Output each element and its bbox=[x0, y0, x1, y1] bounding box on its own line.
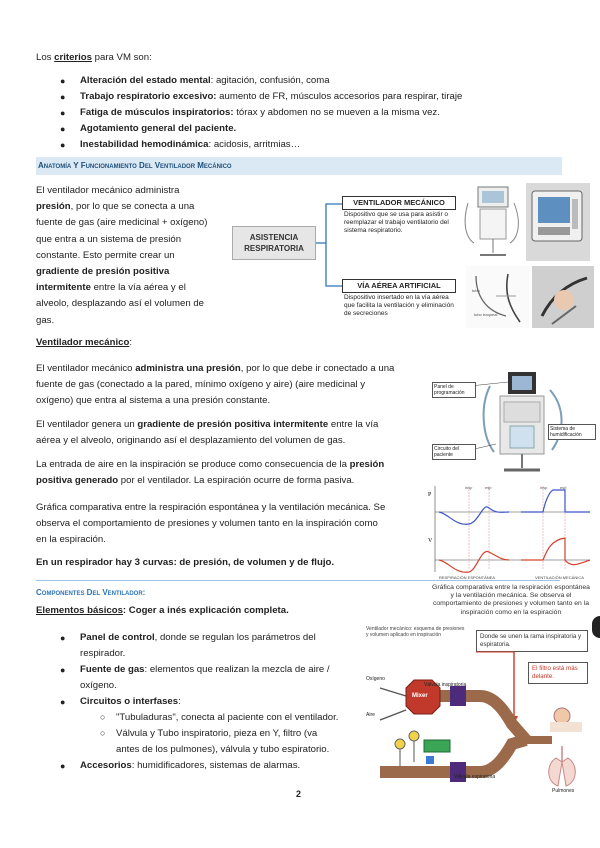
bullet-icon: ● bbox=[60, 108, 66, 118]
list-item: Accesorios: humidificadores, sistemas de alarmas. bbox=[80, 760, 301, 771]
graph-insp-label-2: insp bbox=[540, 485, 548, 490]
bullet-icon: ● bbox=[60, 697, 66, 707]
graph-insp-label: insp bbox=[465, 485, 473, 490]
page-number: 2 bbox=[296, 789, 302, 799]
svg-text:tubo: tubo bbox=[472, 288, 480, 293]
via-description: Dispositivo insertado en la vía aérea que facilita la ventilación y eliminación de secreciones bbox=[344, 294, 454, 317]
edge-tab-icon bbox=[592, 616, 600, 638]
pressure-volume-graph-svg bbox=[425, 482, 595, 582]
circuit-top-caption: Ventilador mecánico: esquema de presiones y volumen aplicado en inspiración bbox=[366, 626, 465, 638]
sub-list-item: Válvula y Tubo inspiratorio, pieza en Y, filtro (va antes de los pulmones), válvula y tubo espiratorio. bbox=[116, 728, 330, 755]
oxigeno-label: Oxígeno bbox=[366, 676, 385, 682]
bullet-icon: ● bbox=[60, 124, 66, 134]
graph-v-label: V bbox=[428, 538, 433, 544]
ventilador-description: Dispositivo que se usa para asistir o reemplazar el trabajo ventilatorio del sistema respiratorio. bbox=[344, 211, 449, 234]
ventilador-title-box: VENTILADOR MECÁNICO bbox=[342, 196, 456, 210]
criteria-intro: Los criterios para VM son: bbox=[36, 52, 152, 63]
list-item: Panel de control, donde se regulan los parámetros del respirador. bbox=[80, 632, 316, 659]
section1-paragraph: El ventilador mecánico administra presión, por lo que se conecta a una fuente de gas (aire medicinal + oxígeno) que entra a un sistema de presión constante. Esto permite crear un gradiente de presión positiva intermitente entre la vía aérea y el alveolo, desplazando así el volumen de gas. bbox=[36, 185, 208, 326]
valvula-inspiratoria-label: Válvula inspiratoria bbox=[424, 682, 467, 688]
list-item: Circuitos o interfases: bbox=[80, 696, 181, 707]
ventilador-curves-note: En un respirador hay 3 curvas: de presión, de volumen y de flujo. bbox=[36, 557, 335, 568]
intubation-photo bbox=[532, 266, 594, 328]
bullet-icon: ● bbox=[60, 76, 66, 86]
mixer-label: Mixer bbox=[412, 693, 428, 699]
note-filtro-box: El filtro está más delante. bbox=[528, 662, 588, 684]
elementos-basicos-heading: Elementos básicos: Coger a inés explicación completa. bbox=[36, 605, 289, 616]
bullet-icon: ● bbox=[60, 665, 66, 675]
circle-bullet-icon: ○ bbox=[100, 712, 106, 722]
ventilador-paragraph-4: Gráfica comparativa entre la respiración espontánea y la ventilación mecánica. Se observa el comportamiento de presiones y volumen tanto en la inspiración como en la espiración. bbox=[36, 502, 386, 546]
panel-label: Panel de programación bbox=[432, 382, 476, 398]
valvula-espiratoria-label: Válvula espiratoria bbox=[454, 774, 496, 780]
asistencia-box: ASISTENCIA RESPIRATORIA bbox=[232, 226, 316, 260]
circuit-label: Circuito del paciente bbox=[432, 444, 476, 460]
ventilador-paragraph-2: El ventilador genera un gradiente de presión positiva intermitente entre la vía aérea y el alveolo, originando así el desplazamiento del volumen de gas. bbox=[36, 419, 379, 447]
graph-p-label: P bbox=[428, 492, 432, 498]
svg-text:tubo traqueal: tubo traqueal bbox=[474, 312, 498, 317]
bullet-icon: ● bbox=[60, 761, 66, 771]
sub-list-item: "Tubuladuras", conecta al paciente con el ventilador. bbox=[116, 712, 339, 723]
graph-right-caption: VENTILACIÓN MECÁNICA bbox=[535, 575, 584, 580]
list-item: Alteración del estado mental: agitación, confusión, coma bbox=[80, 75, 330, 86]
list-item: Agotamiento general del paciente. bbox=[80, 123, 237, 134]
graph-esp-label: esp bbox=[485, 485, 492, 490]
pulmones-label: Pulmones bbox=[552, 788, 575, 794]
note-union-box: Donde se unen la rama inspiratoria y espiratoria. bbox=[476, 630, 588, 652]
bullet-icon: ● bbox=[60, 140, 66, 150]
aire-label: Aire bbox=[366, 712, 375, 718]
section-header-componentes: Componentes Del Ventilador: bbox=[36, 588, 146, 597]
bullet-icon: ● bbox=[60, 633, 66, 643]
list-item: Trabajo respiratorio excesivo: aumento de FR, músculos accesorios para respirar, tiraje bbox=[80, 91, 463, 102]
graph-esp-label-2: esp bbox=[560, 485, 567, 490]
via-title-box: VÍA AÉREA ARTIFICIAL bbox=[342, 279, 456, 293]
bullet-icon: ● bbox=[60, 92, 66, 102]
list-item: Fuente de gas: elementos que realizan la mezcla de aire / oxígeno. bbox=[80, 664, 330, 691]
ventilator-monitor-photo bbox=[526, 183, 590, 261]
ventilator-illustration bbox=[460, 183, 526, 261]
list-item: Fatiga de músculos inspiratorios: tórax y abdomen no se mueven a la misma vez. bbox=[80, 107, 440, 118]
humidifier-label: Sistema de humidificación bbox=[548, 424, 596, 440]
section-rule bbox=[36, 580, 560, 581]
ventilador-paragraph-3: La entrada de aire en la inspiración se produce como consecuencia de la presión positiva generado por el ventilador. La espiración ocurre de forma pasiva. bbox=[36, 459, 385, 487]
connector-lines bbox=[316, 200, 342, 292]
graph-caption: Gráfica comparativa entre la respiración espontánea y la ventilación mecánica. Se observa el comportamiento de presiones y volumen tanto en la inspiración como en la espiración bbox=[432, 584, 590, 616]
graph-left-caption: RESPIRACIÓN ESPONTÁNEA bbox=[439, 575, 496, 580]
section-header-anatomia: Anatomía Y Funcionamiento Del Ventilador Mecánico bbox=[36, 157, 562, 175]
circle-bullet-icon: ○ bbox=[100, 728, 106, 738]
ventilador-paragraph-1: El ventilador mecánico administra una presión, por lo que debe ir conectado a una fuente de gas (conectado a la pared, mínimo oxígeno y aire) (aire medicinal y oxígeno) que entra al sistema a una presión constante. bbox=[36, 363, 395, 407]
airway-illustration bbox=[466, 266, 530, 328]
list-item: Inestabilidad hemodinámica: acidosis, arritmias… bbox=[80, 139, 301, 150]
ventilador-heading: Ventilador mecánico: bbox=[36, 337, 132, 348]
